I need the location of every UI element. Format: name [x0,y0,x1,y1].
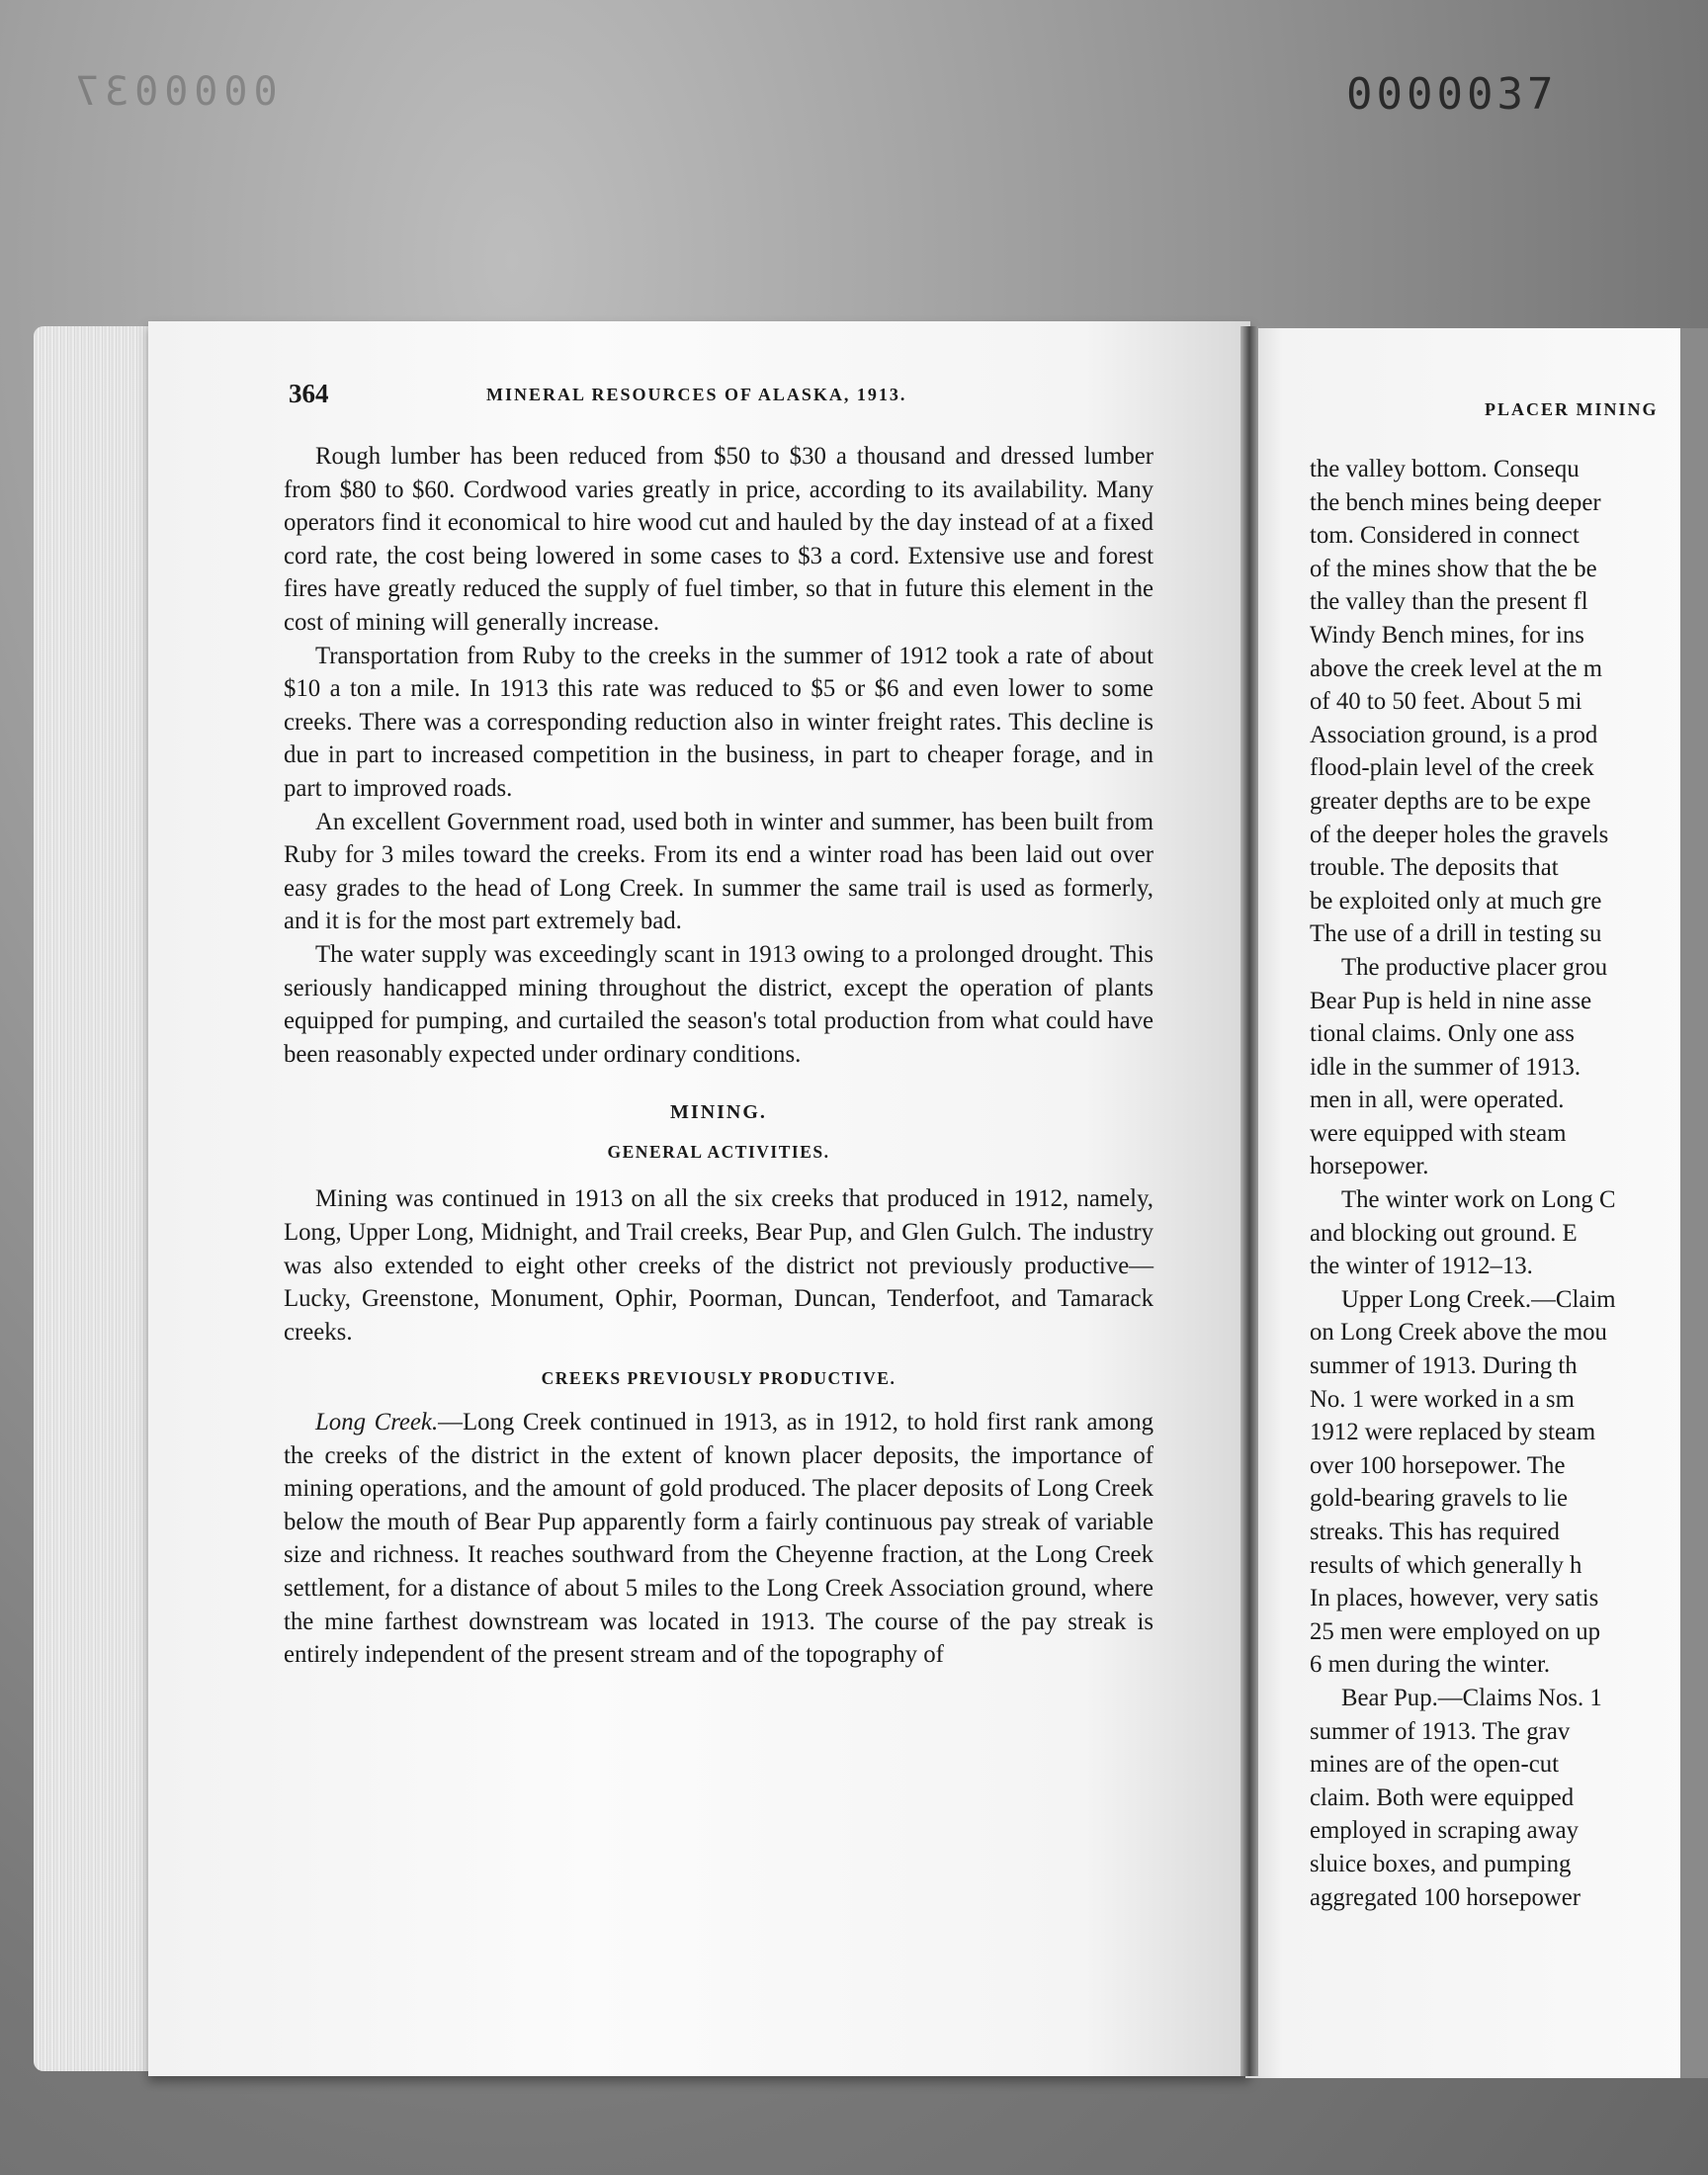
book-gutter [1240,326,1258,2076]
paragraph-general-activities: Mining was continued in 1913 on all the six creeks that produced in 1912, namely, Long, Upper Long, Midnight, and Trail creeks, Bear Pup, and Glen Gulch. The industry was also extended to eight other creeks of the district not previously productive—Lucky, Greenstone, Monument, Ophir, Poorman, Duncan, Tenderfoot, and Tamarack creeks. [284,1185,1153,1346]
right-line: Windy Bench mines, for ins [1310,621,1584,649]
right-line: summer of 1913. During th [1310,1352,1578,1380]
long-creek-label: Long Creek. [315,1409,439,1436]
right-line: No. 1 were worked in a sm [1310,1385,1575,1413]
right-line: Bear Pup is held in nine asse [1310,987,1592,1014]
right-line: trouble. The deposits that [1310,854,1559,882]
right-line: 1912 were replaced by steam [1310,1419,1596,1446]
right-line: of 40 to 50 feet. About 5 mi [1310,688,1582,716]
right-line: above the creek level at the m [1310,654,1603,682]
left-page-body [284,440,1153,1672]
right-line: results of which generally h [1310,1551,1582,1579]
right-line: be exploited only at much gre [1310,887,1602,914]
right-line: of the mines show that the be [1310,555,1597,582]
scan-right-edge [1680,328,1708,2078]
right-line: sluice boxes, and pumping [1310,1850,1572,1877]
paragraph-long-creek [284,1406,1153,1672]
right-page-body [1310,453,1708,1914]
paragraph-lumber: Rough lumber has been reduced from $50 to $30 a thousand and dressed lumber from $80 to $60. Cordwood varies greatly in price, according to its availability. Many operators find it economical to hire wood cut and hauled by the day instead of at a fixed cord rate, the cost being lowered in some cases to $3 a cord. Extensive use and forest fires have greatly reduced the supply of fuel timber, so that in future this element in the cost of mining will generally increase. [284,443,1153,636]
paragraph-transportation: Transportation from Ruby to the creeks in the summer of 1912 took a rate of about $10 a ton a mile. In 1913 this rate was reduced to $5 or $6 and even lower to some creeks. There was a corresponding reduction also in winter freight rates. This decline is due in part to increased competition in the business, in part to cheaper forage, and in part to improved roads. [284,642,1153,802]
right-line: the valley than the present fl [1310,588,1588,616]
right-line: The use of a drill in testing su [1310,920,1602,948]
right-line: horsepower. [1310,1153,1429,1180]
right-line: The productive placer grou [1341,953,1608,981]
right-line: streaks. This has required [1310,1519,1560,1545]
right-line: The winter work on Long C [1341,1186,1616,1214]
right-line: summer of 1913. The grav [1310,1717,1571,1745]
bleed-through-stamp: 0000037 [69,69,278,115]
right-line: were equipped with steam [1310,1119,1567,1147]
right-line: men in all, were operated. [1310,1087,1565,1114]
right-line: claim. Both were equipped [1310,1784,1575,1811]
heading-mining: MINING. [670,1101,767,1124]
document-stamp-number: 0000037 [1346,69,1558,120]
right-line: Association ground, is a prod [1310,721,1598,748]
right-line: employed in scraping away [1310,1817,1579,1845]
book-page-edges [34,326,157,2071]
page-number: 364 [289,379,329,408]
right-line: tional claims. Only one ass [1310,1020,1575,1048]
left-page-header [289,379,1158,412]
right-line: over 100 horsepower. The [1310,1451,1566,1479]
right-line: aggregated 100 horsepower [1310,1883,1581,1911]
right-line: of the deeper holes the gravels [1310,821,1609,848]
paragraph-water-supply: The water supply was exceedingly scant in 1913 owing to a prolonged drought. This seriously handicapped mining throughout the district, except the operation of plants equipped for pumping, and curtailed the season's total production from what could have been reasonably expected under ordinary conditions. [284,940,1153,1068]
right-line: tom. Considered in connect [1310,522,1580,550]
right-line: gold-bearing gravels to lie [1310,1485,1568,1513]
right-line: Bear Pup.—Claims Nos. 1 [1341,1684,1602,1711]
right-line: In places, however, very satis [1310,1585,1599,1612]
right-line: the winter of 1912–13. [1310,1253,1533,1280]
right-line: greater depths are to be expe [1310,787,1591,815]
right-page-running-title: PLACER MINING [1485,399,1659,419]
long-creek-text: —Long Creek continued in 1913, as in 1912, to hold first rank among the creeks of the district in the extent of known placer deposits, the importance of mining operations, and the amount of gold produced. The placer deposits of Long Creek below the mouth of Bear Pup apparently form a fairly continuous pay streak of variable size and richness. It reaches southward from the Cheyenne fraction, at the Long Creek settlement, for a distance of about 5 miles to the Long Creek Association ground, where the mine farthest downstream was located in 1913. The course of the pay streak is entirely independent of the present stream and of the topography of [284,1409,1153,1669]
heading-creeks-previously-productive: CREEKS PREVIOUSLY PRODUCTIVE. [541,1368,897,1389]
running-title: MINERAL RESOURCES OF ALASKA, 1913. [486,385,907,404]
right-line: Upper Long Creek.—Claim [1341,1285,1616,1313]
right-line: on Long Creek above the mou [1310,1319,1607,1347]
paragraph-road: An excellent Government road, used both in winter and summer, has been built from Ruby for 3 miles toward the creeks. From its end a winter road has been laid out over easy grades to the head of Long Creek. In summer the same trail is used as formerly, and it is for the most part extremely bad. [284,808,1153,935]
right-line: the valley bottom. Consequ [1310,456,1580,482]
right-line: and blocking out ground. E [1310,1219,1578,1247]
heading-general-activities: GENERAL ACTIVITIES. [607,1141,830,1162]
right-line: mines are of the open-cut [1310,1751,1560,1779]
right-line: idle in the summer of 1913. [1310,1053,1581,1081]
right-line: 6 men during the winter. [1310,1651,1551,1679]
right-line: 25 men were employed on up [1310,1617,1601,1645]
right-line: flood-plain level of the creek [1310,754,1594,782]
right-line: the bench mines being deeper [1310,488,1601,516]
